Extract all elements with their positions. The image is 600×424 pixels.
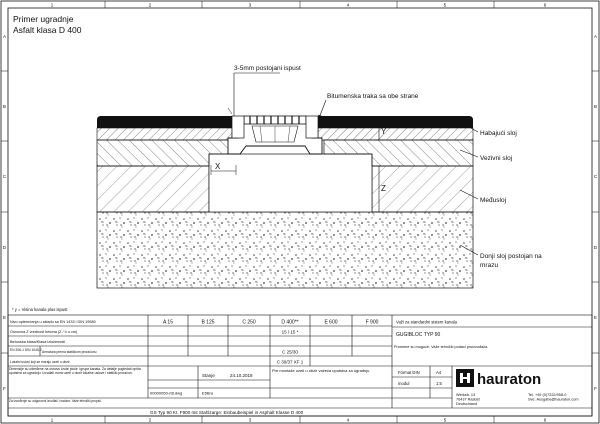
row-base-z: Osnovna Z vrednost betona (Z / h u cm) [10, 330, 78, 334]
hauraton-logo [456, 369, 541, 388]
row-label: F [3, 386, 6, 391]
layer-wearing-left [97, 116, 232, 128]
valid-for: Važi za standardni sistem kanala [396, 319, 457, 325]
stanje-label: Stanje [202, 373, 215, 378]
col-label: 1 [50, 2, 54, 8]
layer-intermediate-left [97, 166, 209, 212]
row-standard: EN 206-1 DIN 1045-2 [10, 348, 42, 352]
rev-note: Za izvođenje su odgovorni izvođač i nadzor. Važe tehnički propisi. [9, 399, 102, 403]
bitumen-label: Bitumenska traka sa obe strane [327, 93, 419, 100]
gap-label: 3-5mm postojani ispust [234, 65, 301, 72]
load-c250: C 250 [242, 319, 256, 326]
title-block-text [9, 320, 590, 416]
company-mail: Sve: Ausgabe@hauraton.com [528, 397, 579, 402]
address-2: 76437 Rastatt [456, 397, 480, 402]
row-load-class: Nivo opterećenja u skladu sa EN 1433 i DIN 19580 [10, 320, 96, 324]
row-label: C [593, 174, 598, 179]
row-label: E [593, 315, 598, 320]
title-line-1: Primer ugradnje [13, 14, 74, 24]
steel-frame-right [306, 116, 318, 138]
dim-z: Z [381, 184, 386, 193]
layer-label-wearing: Habajući sloj [480, 130, 517, 137]
col-label: 5 [443, 2, 447, 8]
general-note: Pre montaže uzeti u obzir važeća uputstva za ugradnju [272, 368, 370, 373]
row-concrete: Betonska klasa/Klasa izloženosti [10, 340, 66, 344]
col-label: 2 [148, 2, 152, 8]
stanje-value: 24.10.2018 [230, 373, 253, 378]
product-name: GUGIBLOC TYP 90 [396, 332, 441, 338]
row-local: Lokalni uslovi koji se moraju uzeti u obzir [10, 360, 70, 364]
layer-wearing-right [318, 116, 473, 128]
row-label: E [2, 315, 7, 320]
modul-label: modul [398, 381, 410, 386]
row-label: D [593, 245, 598, 250]
row-label: C [2, 174, 7, 179]
layer-frost [97, 212, 473, 288]
title-line-2: Asfalt klasa D 400 [13, 25, 82, 35]
load-f900: F 900 [365, 319, 379, 326]
format-label: Format DIN [398, 370, 420, 375]
col-label: 2 [148, 417, 152, 423]
company-name: hauraton [477, 371, 542, 388]
load-b125: B 125 [201, 319, 215, 326]
col-label: 5 [443, 417, 447, 423]
row-label: F [594, 386, 597, 391]
footnote: * y = Visina kanala plus ispust [12, 307, 68, 312]
bottom-line: GS Typ 90 KI. F900 mit Stahlzarge: Einbaubeispiel in Asphalt Klasse D 400 [150, 410, 304, 415]
note-block: Dimenzije su određene na osnovu krute ploče i grupe kanala. Za detalje pogledati opšta uputstva za ugradnju. Izvođač mora uzeti u obzir lokalne uslove i statički proračun. [9, 367, 141, 375]
layer-wearing-under-right [318, 128, 473, 140]
layer-label-binder: Vezivni sloj [480, 155, 513, 162]
dim-x: X [215, 162, 221, 171]
format-value: A4 [436, 370, 442, 375]
modul-value: 1:5 [436, 381, 442, 386]
load-e600: E 600 [324, 319, 338, 326]
col-label: 4 [346, 2, 350, 8]
drawing-number: 00000050-rt8.dwg [150, 390, 183, 396]
row-label: D [2, 245, 7, 250]
d400-z-value: 15 / 15 * [281, 329, 299, 335]
cross-section [97, 116, 473, 288]
address-1: Werkstr. 13 [456, 393, 476, 397]
company-tel: Tel. +49 (0)7222/958-0 [528, 393, 567, 397]
dim-y: Y [381, 127, 387, 136]
col-label: 3 [248, 417, 252, 423]
col-label: 1 [50, 417, 54, 423]
note2: Promene su moguće. Važe tehnički podaci proizvođača. [394, 345, 489, 349]
col-label: 6 [543, 2, 547, 8]
steel-frame-left [232, 116, 244, 138]
address-3: Deutschland [456, 402, 478, 406]
row-label: B [2, 104, 7, 109]
exposure-value: C 30/37 XF 1 [276, 359, 304, 365]
layer-wearing-under-left [97, 128, 232, 140]
row-reinforcement: Armatura prema statičkom proračunu [42, 350, 97, 354]
col-label: 3 [248, 2, 252, 8]
scale-label: E5Bra [202, 390, 214, 396]
concrete-class-value: C 25/30 [282, 349, 298, 355]
layer-label-frost-1: Donji sloj postojan na [480, 253, 542, 260]
row-label: A [593, 34, 598, 39]
layer-label-intermediate: Međusloj [480, 197, 507, 204]
load-a15: A 15 [162, 319, 174, 326]
load-d400: D 400** [281, 319, 299, 326]
concrete-bed [209, 154, 372, 212]
channel-grate [244, 116, 306, 124]
layer-label-frost-2: mrazu [480, 262, 499, 269]
row-label: A [2, 34, 7, 39]
col-label: 6 [543, 417, 547, 423]
col-label: 4 [346, 417, 350, 423]
row-label: B [593, 104, 598, 109]
layer-intermediate-right [372, 166, 473, 212]
